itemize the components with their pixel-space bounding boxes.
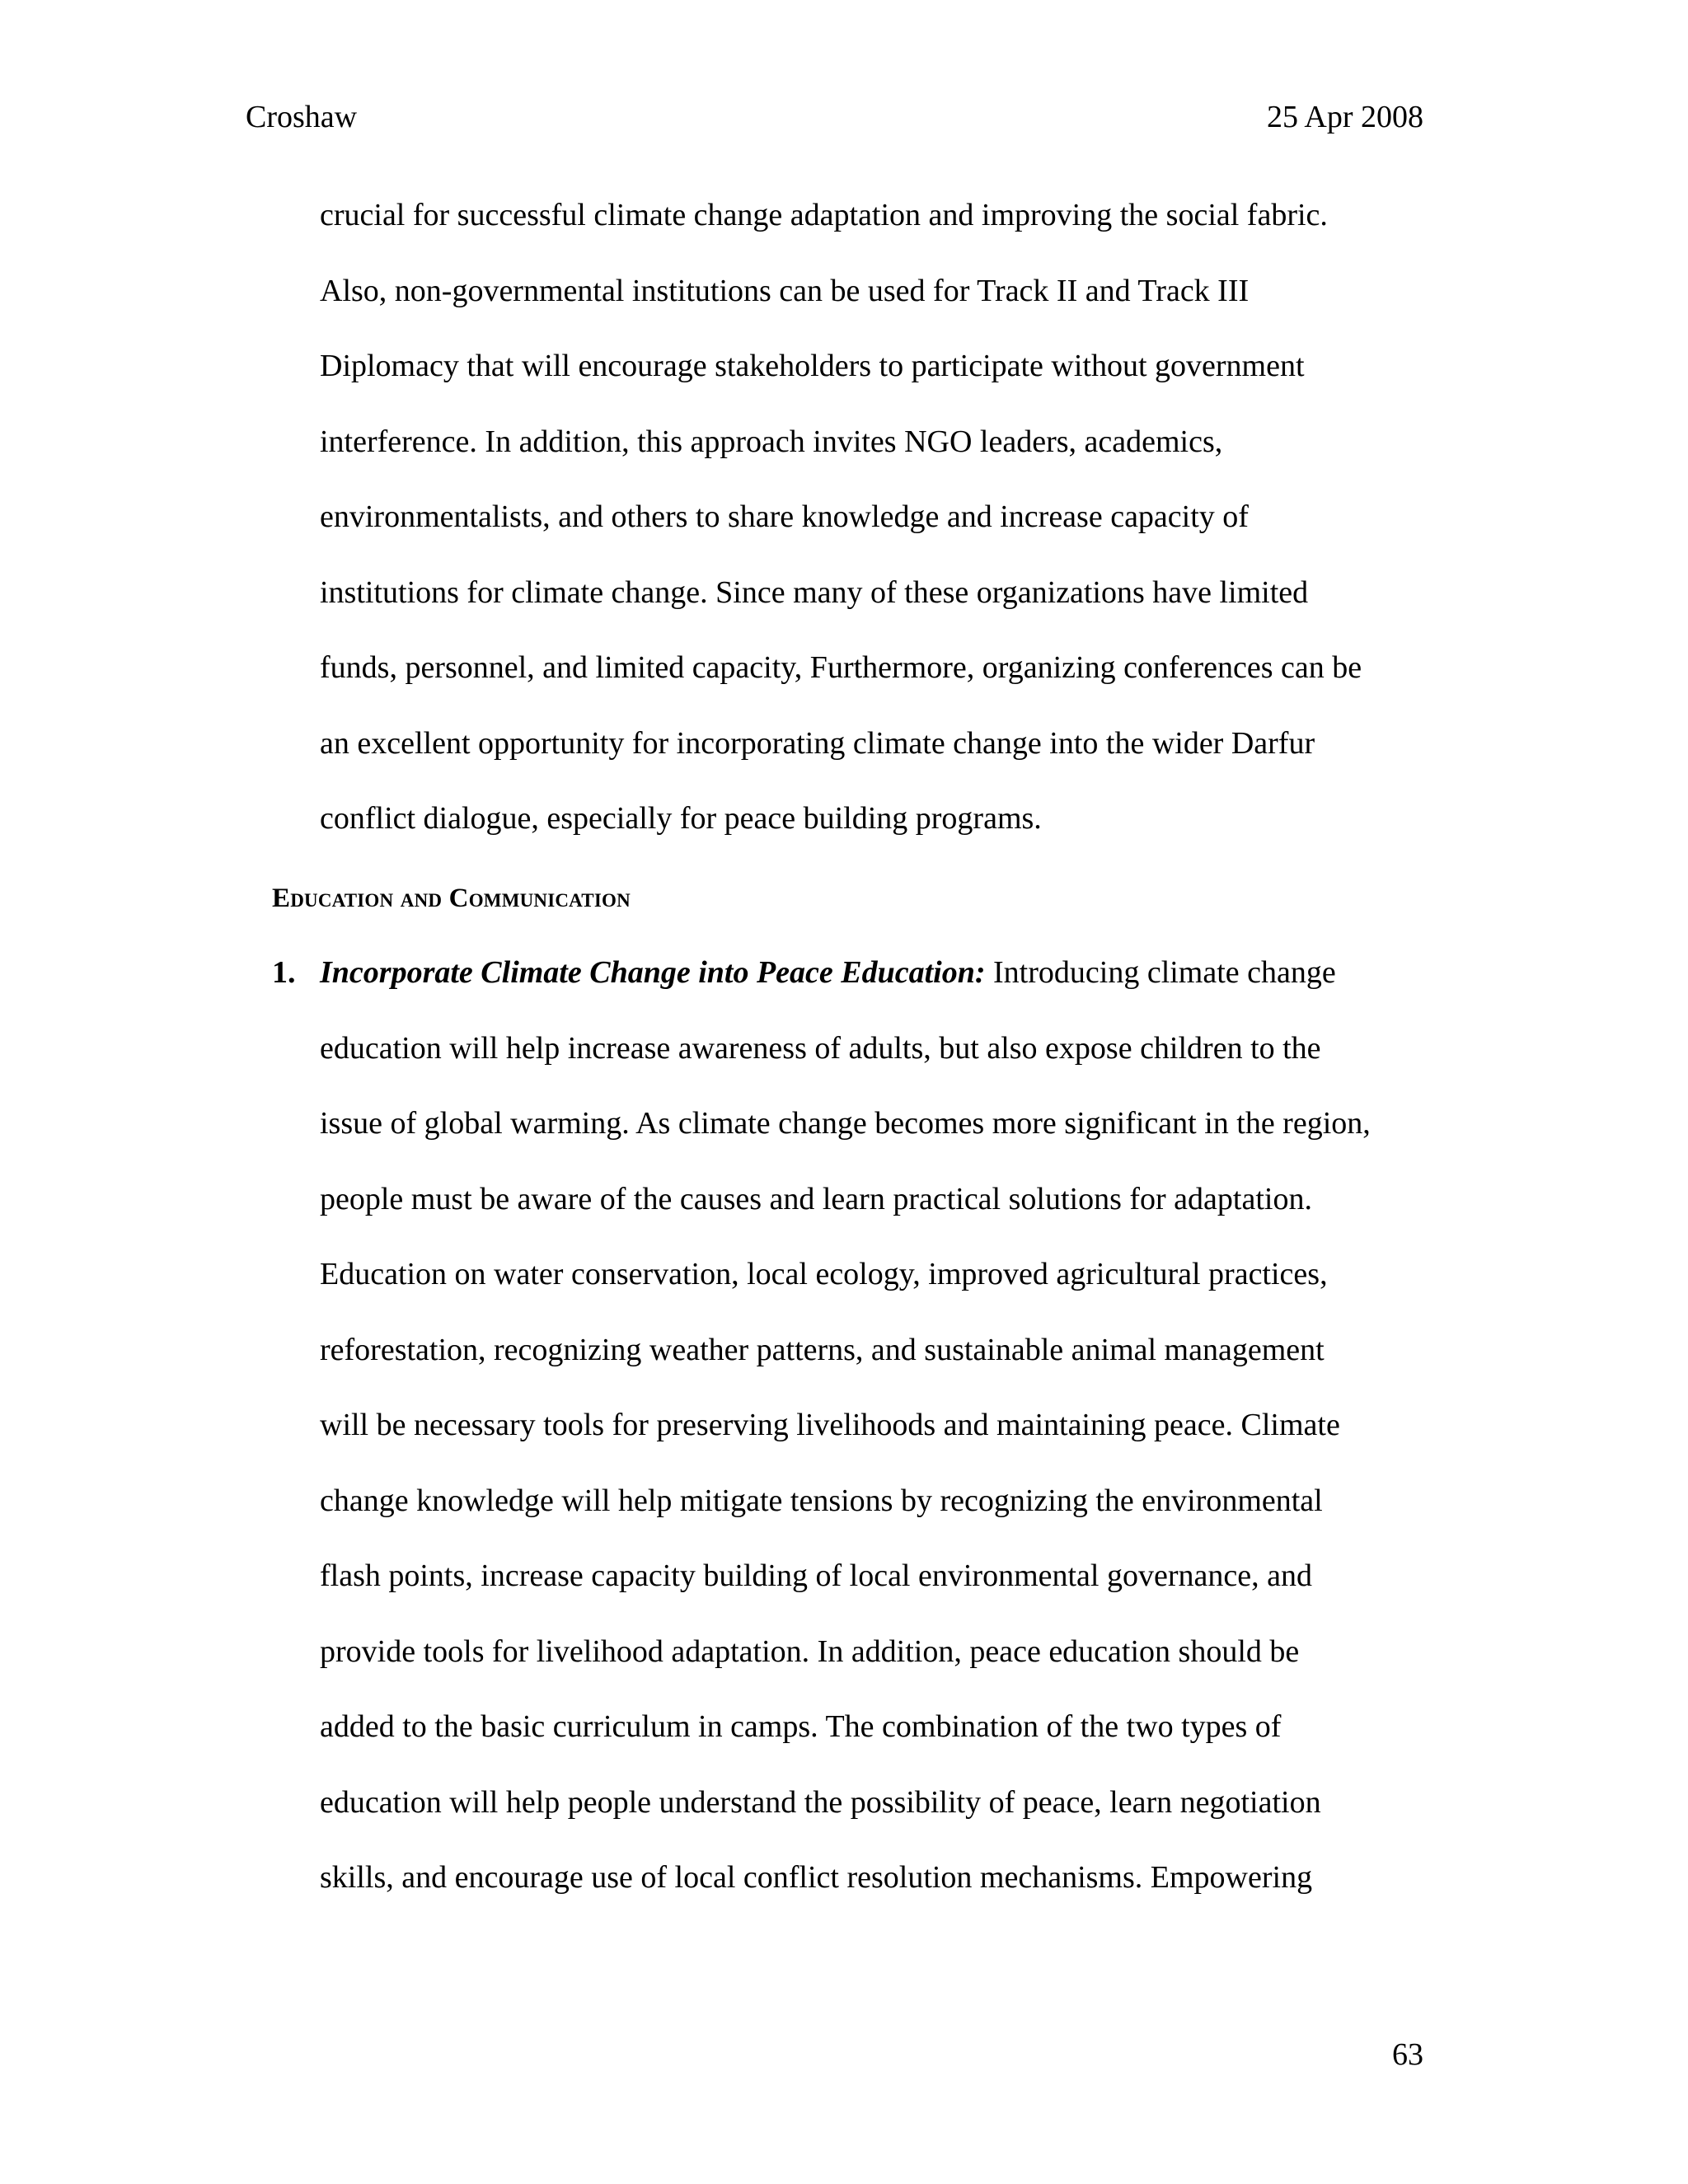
paragraph-line: interference. In addition, this approach invites NGO leaders, academics, [320,424,1223,459]
list-item-line: education will help increase awareness of adults, but also expose children to the [320,1030,1321,1066]
header-author: Croshaw [246,100,358,134]
paragraph-line: environmentalists, and others to share knowledge and increase capacity of [320,499,1249,534]
page-number: 63 [1392,2037,1423,2072]
paragraph-line: conflict dialogue, especially for peace building programs. [320,801,1042,836]
list-item-line: issue of global warming. As climate change becomes more significant in the region, [320,1106,1371,1141]
list-item-line: people must be aware of the causes and learn practical solutions for adaptation. [320,1181,1312,1216]
list-item-line: education will help people understand the possibility of peace, learn negotiation [320,1784,1321,1820]
list-item-first-line [320,951,1441,1027]
list-item-line: skills, and encourage use of local conflict resolution mechanisms. Empowering [320,1860,1313,1895]
list-item-line: provide tools for livelihood adaptation. In addition, peace education should be [320,1633,1300,1669]
list-item-number: 1. [272,955,296,990]
list-item-body [320,951,1441,1932]
list-item-line: will be necessary tools for preserving livelihoods and maintaining peace. Climate [320,1408,1340,1442]
list-item-line: Education on water conservation, local ecology, improved agricultural practices, [320,1257,1328,1291]
list-item-first-line-text: Introducing climate change [985,955,1336,990]
section-heading: Education and Communication [272,883,631,913]
list-item-line: flash points, increase capacity building of local environmental governance, and [320,1558,1312,1593]
paragraph-line: funds, personnel, and limited capacity, Furthermore, organizing conferences can be [320,650,1362,685]
list-item-line: reforestation, recognizing weather patterns, and sustainable animal management [320,1332,1325,1367]
paragraph-line: an excellent opportunity for incorporating climate change into the wider Darfur [320,725,1315,761]
list-item-line: change knowledge will help mitigate tensions by recognizing the environmental [320,1483,1323,1518]
paragraph-line: crucial for successful climate change adaptation and improving the social fabric. [320,198,1328,232]
list-item-line: added to the basic curriculum in camps. The combination of the two types of [320,1709,1282,1744]
paragraph-line: institutions for climate change. Since many of these organizations have limited [320,574,1309,610]
continuation-paragraph [320,194,1441,873]
paragraph-line: Diplomacy that will encourage stakeholders to participate without government [320,349,1305,383]
header-date: 25 Apr 2008 [1267,100,1423,134]
paragraph-line: Also, non-governmental institutions can be used for Track II and Track III [320,273,1250,308]
list-item-lead-in: Incorporate Climate Change into Peace Education: [320,955,986,990]
